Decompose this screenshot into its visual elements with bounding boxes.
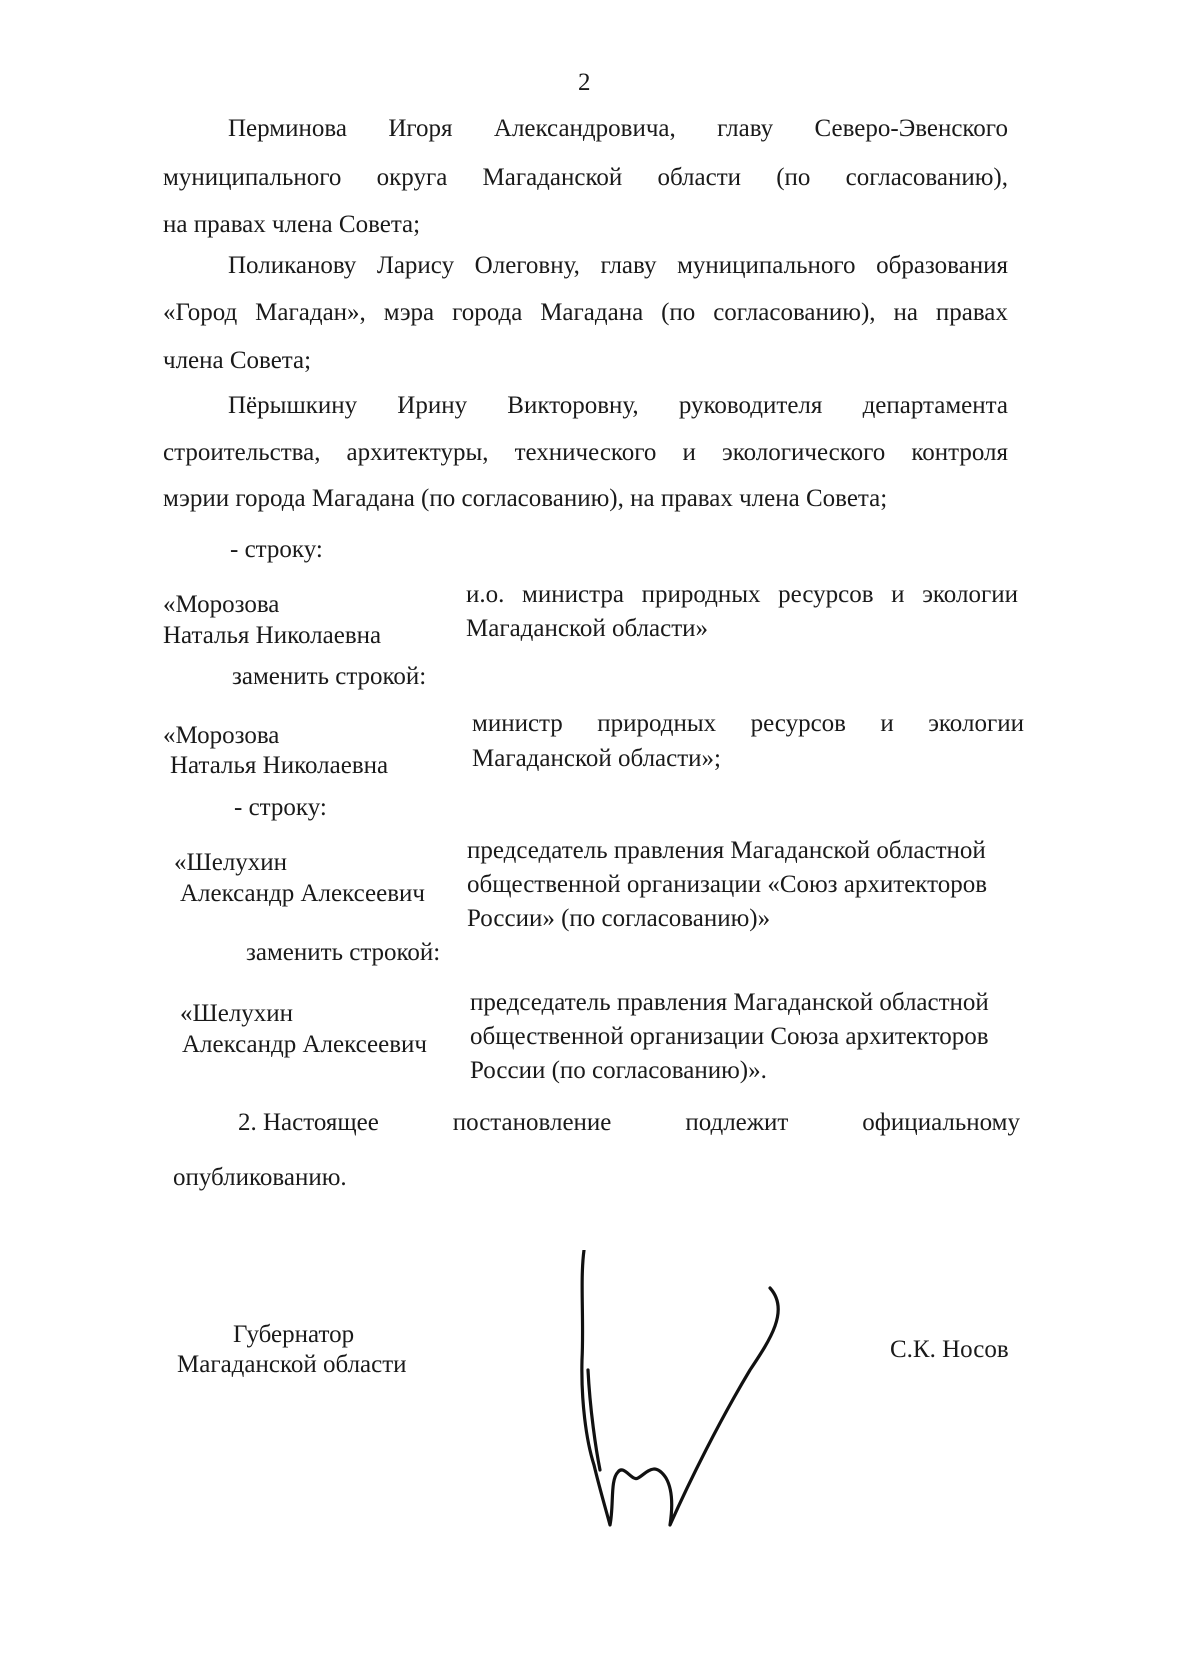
handwritten-signature <box>580 1250 810 1530</box>
clause-2-line-2: опубликованию. <box>173 1164 347 1191</box>
word: Пёрышкину <box>228 392 358 419</box>
old-name-line-1: «Шелухин <box>174 849 288 876</box>
word: Поликанову <box>228 252 357 279</box>
word: (по <box>661 299 696 326</box>
word: Северо-Эвенского <box>814 115 1008 142</box>
member-3-line-2 <box>163 438 1008 468</box>
word: Ирину <box>397 392 468 419</box>
word: согласованию), <box>845 164 1008 191</box>
page-number: 2 <box>578 69 591 96</box>
word: и <box>880 710 894 737</box>
word: образования <box>876 252 1008 279</box>
new-position-line-1: председатель правления Магаданской областной <box>470 989 989 1016</box>
signatory-title-1: Губернатор <box>233 1321 355 1348</box>
word: и <box>891 581 905 608</box>
word: Александровича, <box>493 115 676 142</box>
new-position-line-2: Магаданской области»; <box>472 745 721 772</box>
old-position-line-1 <box>466 580 1018 610</box>
word: Магаданской <box>482 164 623 191</box>
word: главу <box>600 252 657 279</box>
replace-intro: - строку: <box>234 794 327 821</box>
word: постановление <box>452 1109 612 1136</box>
old-name-line-2: Александр Алексеевич <box>180 880 425 907</box>
word: подлежит <box>685 1109 789 1136</box>
word: министр <box>472 710 563 737</box>
member-2-line-3: члена Совета; <box>163 347 312 374</box>
word: области <box>657 164 742 191</box>
word: Олеговну, <box>474 252 580 279</box>
word: Викторовну, <box>507 392 639 419</box>
word: правах <box>935 299 1008 326</box>
word: официальному <box>862 1109 1020 1136</box>
replace-label: заменить строкой: <box>246 939 441 966</box>
word: природных <box>641 581 761 608</box>
new-name-line-2: Наталья Николаевна <box>170 752 389 779</box>
word: и.о. <box>466 581 505 608</box>
word: мэра <box>383 299 435 326</box>
word: Ларису <box>376 252 455 279</box>
word: и <box>682 439 696 466</box>
member-1-line-1 <box>228 114 1008 144</box>
old-position-line-2: общественной организации «Союз архитекторов <box>467 871 988 898</box>
word: ресурсов <box>778 581 874 608</box>
word: 2. Настоящее <box>238 1109 379 1136</box>
member-3-line-1 <box>228 391 1008 421</box>
word: города <box>452 299 523 326</box>
word: ресурсов <box>750 710 846 737</box>
member-1-line-2 <box>163 163 1008 193</box>
word: Игоря <box>388 115 453 142</box>
new-position-line-2: общественной организации Союза архитекторов <box>470 1023 989 1050</box>
word: экологии <box>928 710 1024 737</box>
word: строительства, <box>163 439 321 466</box>
old-name-line-2: Наталья Николаевна <box>163 622 382 649</box>
old-position-line-1: председатель правления Магаданской областной <box>467 837 986 864</box>
word: департамента <box>862 392 1008 419</box>
word: Магадана <box>540 299 644 326</box>
member-1-line-3: на правах члена Совета; <box>163 211 421 238</box>
word: Перминова <box>228 115 347 142</box>
signatory-name: С.К. Носов <box>890 1336 1009 1363</box>
member-2-line-2 <box>163 298 1008 328</box>
clause-2-line-1 <box>238 1108 1020 1138</box>
member-3-line-3: мэрии города Магадана (по согласованию), на правах члена Совета; <box>163 485 888 512</box>
old-name-line-1: «Морозова <box>163 591 280 618</box>
word: округа <box>376 164 448 191</box>
word: природных <box>597 710 717 737</box>
word: муниципального <box>163 164 342 191</box>
word: «Город <box>163 299 238 326</box>
word: на <box>893 299 918 326</box>
word: согласованию), <box>713 299 876 326</box>
new-position-line-3: России (по согласованию)». <box>470 1057 767 1084</box>
word: главу <box>717 115 774 142</box>
new-name-line-2: Александр Алексеевич <box>182 1031 427 1058</box>
replace-intro: - строку: <box>230 536 323 563</box>
word: контроля <box>911 439 1008 466</box>
signatory-title-2: Магаданской области <box>177 1351 407 1378</box>
old-position-line-3: России» (по согласованию)» <box>467 905 771 932</box>
replace-label: заменить строкой: <box>232 663 427 690</box>
word: руководителя <box>678 392 823 419</box>
word: экологии <box>922 581 1018 608</box>
word: (по <box>776 164 811 191</box>
new-position-line-1 <box>472 709 1024 739</box>
word: муниципального <box>677 252 856 279</box>
member-2-line-1 <box>228 251 1008 281</box>
old-position-line-2: Магаданской области» <box>466 615 709 642</box>
new-name-line-1: «Шелухин <box>180 1000 294 1027</box>
word: министра <box>522 581 624 608</box>
word: технического <box>514 439 657 466</box>
new-name-line-1: «Морозова <box>163 722 280 749</box>
word: экологического <box>721 439 886 466</box>
word: Магадан», <box>255 299 366 326</box>
word: архитектуры, <box>346 439 489 466</box>
